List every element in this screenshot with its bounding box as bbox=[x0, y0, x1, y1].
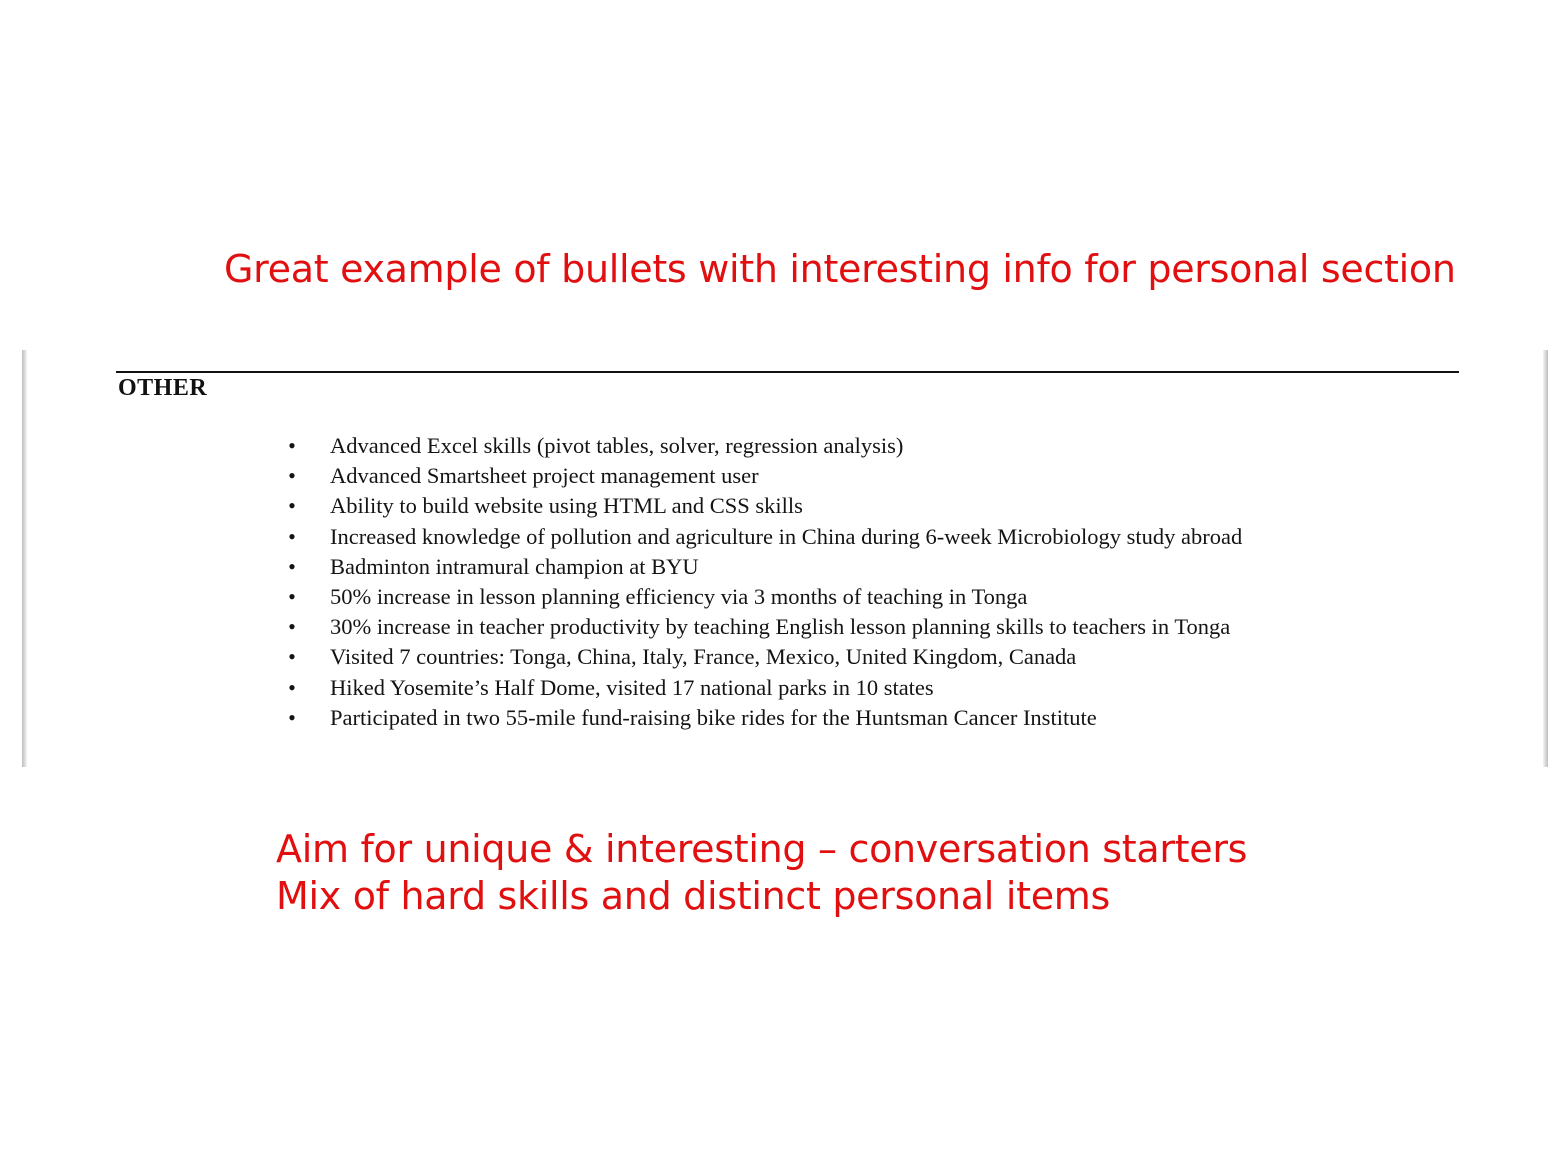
excerpt-right-edge bbox=[1543, 350, 1548, 767]
annotation-top: Great example of bullets with interesting info for personal section bbox=[224, 247, 1456, 291]
list-item-text: Visited 7 countries: Tonga, China, Italy, France, Mexico, United Kingdom, Canada bbox=[330, 644, 1077, 670]
bullet-icon: • bbox=[288, 553, 296, 579]
list-item-text: Badminton intramural champion at BYU bbox=[330, 553, 699, 579]
annotation-bottom-line-2: Mix of hard skills and distinct personal items bbox=[276, 874, 1110, 918]
bullet-icon: • bbox=[288, 644, 296, 670]
resume-excerpt bbox=[22, 350, 1548, 767]
list-item-text: Advanced Smartsheet project management user bbox=[330, 463, 759, 489]
annotation-bottom bbox=[276, 826, 1247, 920]
annotation-bottom-line-1: Aim for unique & interesting – conversation starters bbox=[276, 827, 1248, 871]
excerpt-left-edge bbox=[22, 350, 27, 767]
list-item-text: 50% increase in lesson planning efficiency via 3 months of teaching in Tonga bbox=[330, 583, 1028, 609]
list-item-text: 30% increase in teacher productivity by teaching English lesson planning skills to teachers in Tonga bbox=[330, 614, 1231, 640]
bullet-icon: • bbox=[288, 614, 296, 640]
bullet-icon: • bbox=[288, 463, 296, 489]
bullet-icon: • bbox=[288, 493, 296, 519]
section-heading: OTHER bbox=[118, 375, 208, 401]
section-divider bbox=[116, 371, 1459, 373]
list-item-text: Hiked Yosemite’s Half Dome, visited 17 national parks in 10 states bbox=[330, 674, 934, 700]
list-item-text: Increased knowledge of pollution and agriculture in China during 6-week Microbiology study abroad bbox=[330, 523, 1243, 549]
list-item-text: Ability to build website using HTML and CSS skills bbox=[330, 493, 803, 519]
bullet-icon: • bbox=[288, 433, 296, 458]
bullet-icon: • bbox=[288, 674, 296, 700]
bullet-icon: • bbox=[288, 583, 296, 609]
list-item-text: Participated in two 55-mile fund-raising bike rides for the Huntsman Cancer Institute bbox=[330, 704, 1097, 730]
bullet-icon: • bbox=[288, 523, 296, 549]
list-item-text: Advanced Excel skills (pivot tables, solver, regression analysis) bbox=[330, 433, 904, 458]
bullet-icon: • bbox=[288, 704, 296, 730]
